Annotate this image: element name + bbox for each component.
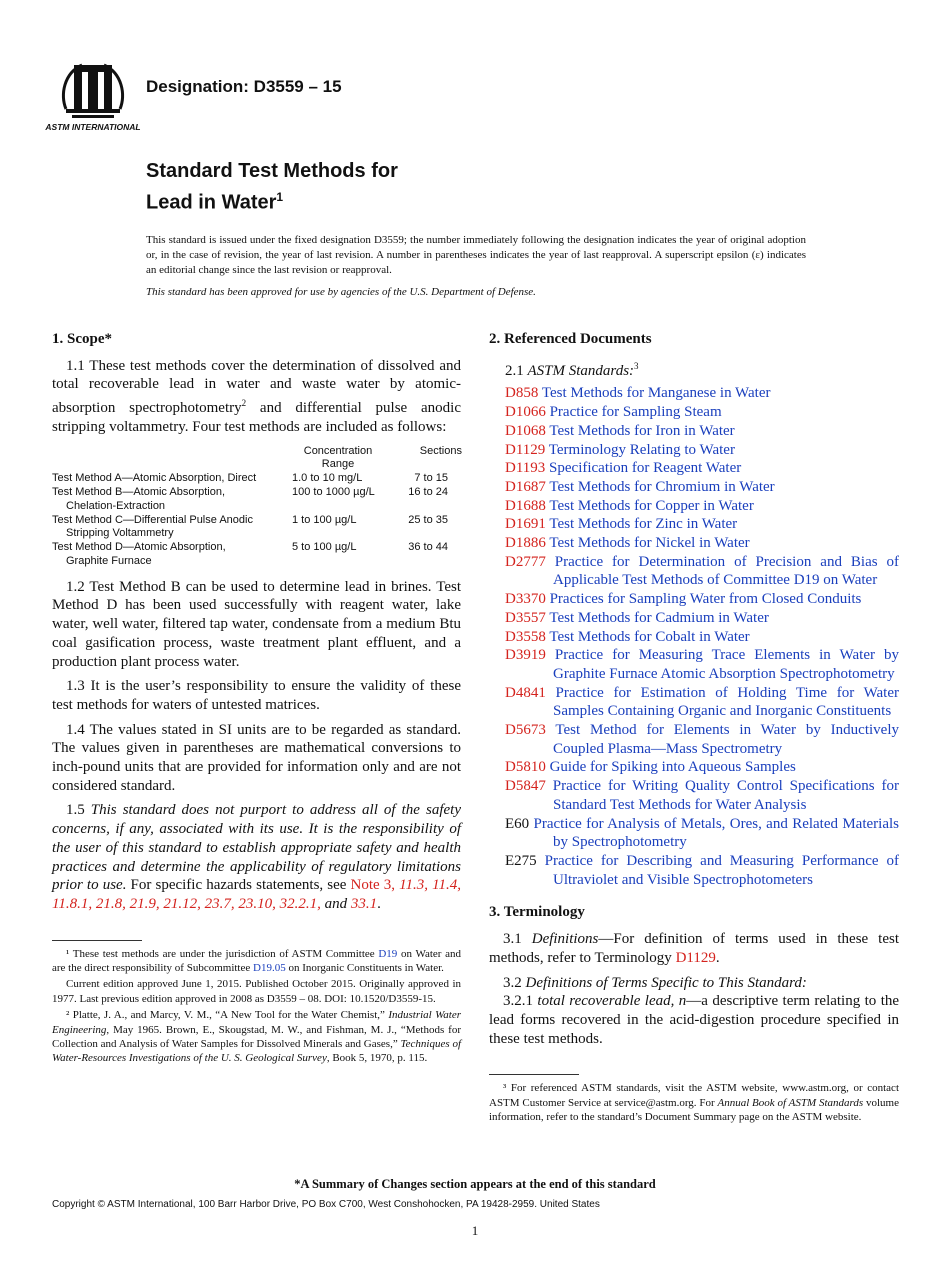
table-row: Test Method A—Atomic Absorption, Direct 1.0 to 10 mg/L 7 to 15 — [52, 472, 448, 485]
page-number: 1 — [471, 1223, 479, 1238]
reference-item[interactable]: D3370 Practices for Sampling Water from Closed Conduits — [505, 591, 862, 608]
left-column — [52, 330, 461, 1068]
scope-1-1: 1.1 These test methods cover the determination of dissolved and total recoverable lead in water and waste water by atomic-absorption spectrophotometry$^2$ and differential pulse anodic stripping voltammetry. Four test methods are included as follows: — [52, 357, 461, 435]
astm-logo — [45, 55, 141, 133]
reference-item[interactable]: E60 Practice for Analysis of Metals, Ores, and Related Materials by Spectrophotometry — [505, 815, 899, 851]
reference-item[interactable]: D1068 Test Methods for Iron in Water — [505, 422, 735, 439]
scope-heading: 1. Scope* — [52, 331, 112, 347]
scope-1-5: 1.5 This standard does not purport to address all of the safety concerns, if any, associated with its use. It is the responsibility of the user of this standard to establish appropriate safety and health practices and determine the applicability of regulatory limitations prior to use. For specific hazards statements, see Note 3, 11.3, 11.4, 11.8.1, 21.8, 21.9, 21.12, 23.7, 23.10, 32.2.1, and 33.1. — [52, 802, 461, 912]
reference-item[interactable]: D3557 Test Methods for Cadmium in Water — [505, 609, 769, 626]
footnotes-left: ¹ These test methods are under the jurisdiction of ASTM Committee D19 on Water and are the direct responsibility of Subcommittee D19.05 on Inorganic Constituents in Water. Current edition approved June 1, 2015. Published October 2015. Originally approved in 1977. Last previous edition approved in 2008 as D3559 – 08. DOI: 10.1520/D3559-15. ² Platte, J. A., and Marcy, V. M., “A New Tool for the Water Chemist,” Industrial Water Engineering, May 1965. Brown, E., Skougstad, M. W., and Fishman, M. J., “Methods for Collection and Analysis of Water Samples for Dissolved Minerals and Gases,” Techniques of Water-Resources Investigations of the U. S. Geological Survey, Book 5, 1970, p. 115. — [52, 947, 462, 1065]
table-header-sections: Sections — [419, 444, 462, 457]
reference-item[interactable]: D1066 Practice for Sampling Steam — [505, 404, 722, 421]
terminology-3-2: 3.2 Definitions of Terms Specific to This Standard: — [503, 974, 807, 991]
subcommittee-d1905-link[interactable]: D19.05 — [253, 962, 286, 975]
reference-item[interactable]: D1886 Test Methods for Nickel in Water — [505, 535, 750, 552]
terminology-heading: 3. Terminology — [489, 904, 585, 921]
committee-d19-link[interactable]: D19 — [378, 947, 398, 960]
reference-item[interactable]: D4841 Practice for Estimation of Holding Time for Water Samples Containing Organic and Inorganic Constituents — [505, 684, 900, 720]
footnote-divider — [489, 1074, 579, 1075]
reference-item[interactable]: D5673 Test Method for Elements in Water by Inductively Coupled Plasma—Mass Spectrometry — [505, 722, 899, 757]
table-row: Test Method D—Atomic Absorption, Graphite Furnace 5 to 100 µg/L 36 to 44 — [52, 541, 448, 567]
note-3-link[interactable]: Note 3, — [350, 877, 396, 894]
designation: Designation: D3559 – 15 — [146, 77, 342, 96]
reference-item[interactable]: D1691 Test Methods for Zinc in Water — [505, 516, 738, 533]
reference-item[interactable]: D858 Test Methods for Manganese in Water — [505, 385, 771, 402]
issuance-note: This standard is issued under the fixed designation D3559; the number immediately following the designation indicates the year of original adoption or, in the case of revision, the year of last revision. A number in parentheses indicates the year of last reapproval. A superscript epsilon (ε) indicates an editorial change since the last revision or reapproval. — [146, 234, 806, 276]
footnote-2-mark[interactable]: 2 — [241, 398, 247, 409]
reference-item[interactable]: D1688 Test Methods for Copper in Water — [505, 497, 754, 514]
table-header-range: Concentration Range — [303, 444, 373, 471]
logo-wordmark: ASTM INTERNATIONAL — [45, 122, 141, 132]
right-column — [489, 330, 899, 1127]
dod-approval-note: This standard has been approved for use by agencies of the U.S. Department of Defense. — [146, 286, 536, 298]
terminology-3-1: 3.1 Definitions—For definition of terms used in these test methods, refer to Terminology D1129. — [489, 931, 900, 966]
terminology-3-2-1: 3.2.1 total recoverable lead, n—a descriptive term relating to the lead forms recovered in the acid-digestion procedure specified in these test methods. — [489, 993, 900, 1047]
table-row: Test Method B—Atomic Absorption, Chelation-Extraction 100 to 1000 µg/L 16 to 24 — [52, 485, 448, 512]
reference-item[interactable]: D1687 Test Methods for Chromium in Water — [505, 478, 775, 495]
reference-item[interactable]: D3919 Practice for Measuring Trace Elements in Water by Graphite Furnace Atomic Absorption Spectrophotometry — [505, 647, 899, 682]
astm-standards-subheading: 2.1 ASTM Standards:$^3$ — [505, 360, 639, 379]
hazard-section-links[interactable]: 11.3, 11.4, 11.8.1, 21.8, 21.9, 21.12, 23.7, 23.10, 32.2.1, — [52, 877, 461, 912]
reference-item[interactable]: E275 Practice for Describing and Measuring Performance of Ultraviolet and Visible Spectrophotometers — [505, 852, 899, 888]
footnote-3: ³ For referenced ASTM standards, visit the ASTM website, www.astm.org, or contact ASTM Customer Service at service@astm.org. For Annual Book of ASTM Standards volume information, refer to the standard’s Document Summary page on the ASTM website. — [489, 1082, 899, 1124]
reference-item[interactable]: D1129 Terminology Relating to Water — [505, 441, 735, 458]
d1129-link[interactable]: D1129 — [675, 949, 716, 966]
scope-1-4: 1.4 The values stated in SI units are to be regarded as standard. The values given in parentheses are mathematical conversions to inch-pound units that are provided for information only and are not considered standard. — [52, 721, 461, 794]
title-footnote-mark[interactable]: 1 — [276, 190, 284, 204]
summary-of-changes-note: *A Summary of Changes section appears at the end of this standard — [294, 1177, 656, 1191]
page-title — [146, 158, 398, 216]
scope-1-3: 1.3 It is the user’s responsibility to ensure the validity of these test methods for waters of untested matrices. — [52, 678, 461, 713]
reference-item[interactable]: D5847 Practice for Writing Quality Control Specifications for Standard Test Methods for Water Analysis — [505, 778, 900, 813]
reference-item[interactable]: D2777 Practice for Determination of Precision and Bias of Applicable Test Methods of Committee D19 on Water — [505, 553, 899, 589]
reference-list — [505, 384, 899, 889]
title-line-2: Lead in Water — [146, 191, 277, 214]
references-heading: 2. Referenced Documents — [489, 331, 652, 347]
title-line-1: Standard Test Methods for — [146, 160, 398, 182]
test-methods-table — [52, 445, 462, 569]
section-33-1-link[interactable]: 33.1 — [350, 895, 378, 912]
reference-item[interactable]: D5810 Guide for Spiking into Aqueous Samples — [505, 759, 796, 776]
reference-item[interactable]: D1193 Specification for Reagent Water — [505, 460, 742, 477]
footnote-3-mark[interactable]: 3 — [634, 360, 639, 371]
copyright: Copyright © ASTM International, 100 Barr Harbor Drive, PO Box C700, West Conshohocken, PA 19428-2959. United States — [52, 1199, 600, 1210]
footnote-divider — [52, 940, 142, 941]
reference-item[interactable]: D3558 Test Methods for Cobalt in Water — [505, 628, 750, 645]
table-row: Test Method C—Differential Pulse Anodic Stripping Voltammetry 1 to 100 µg/L 25 to 35 — [52, 513, 448, 540]
scope-1-2: 1.2 Test Method B can be used to determine lead in brines. Test Method D has been used successfully with reagent water, lake water, well water, filtered tap water, condensate from a medium Btu coal gasification process, waste treatment plant effluent, and a production plant process water. — [52, 578, 461, 670]
